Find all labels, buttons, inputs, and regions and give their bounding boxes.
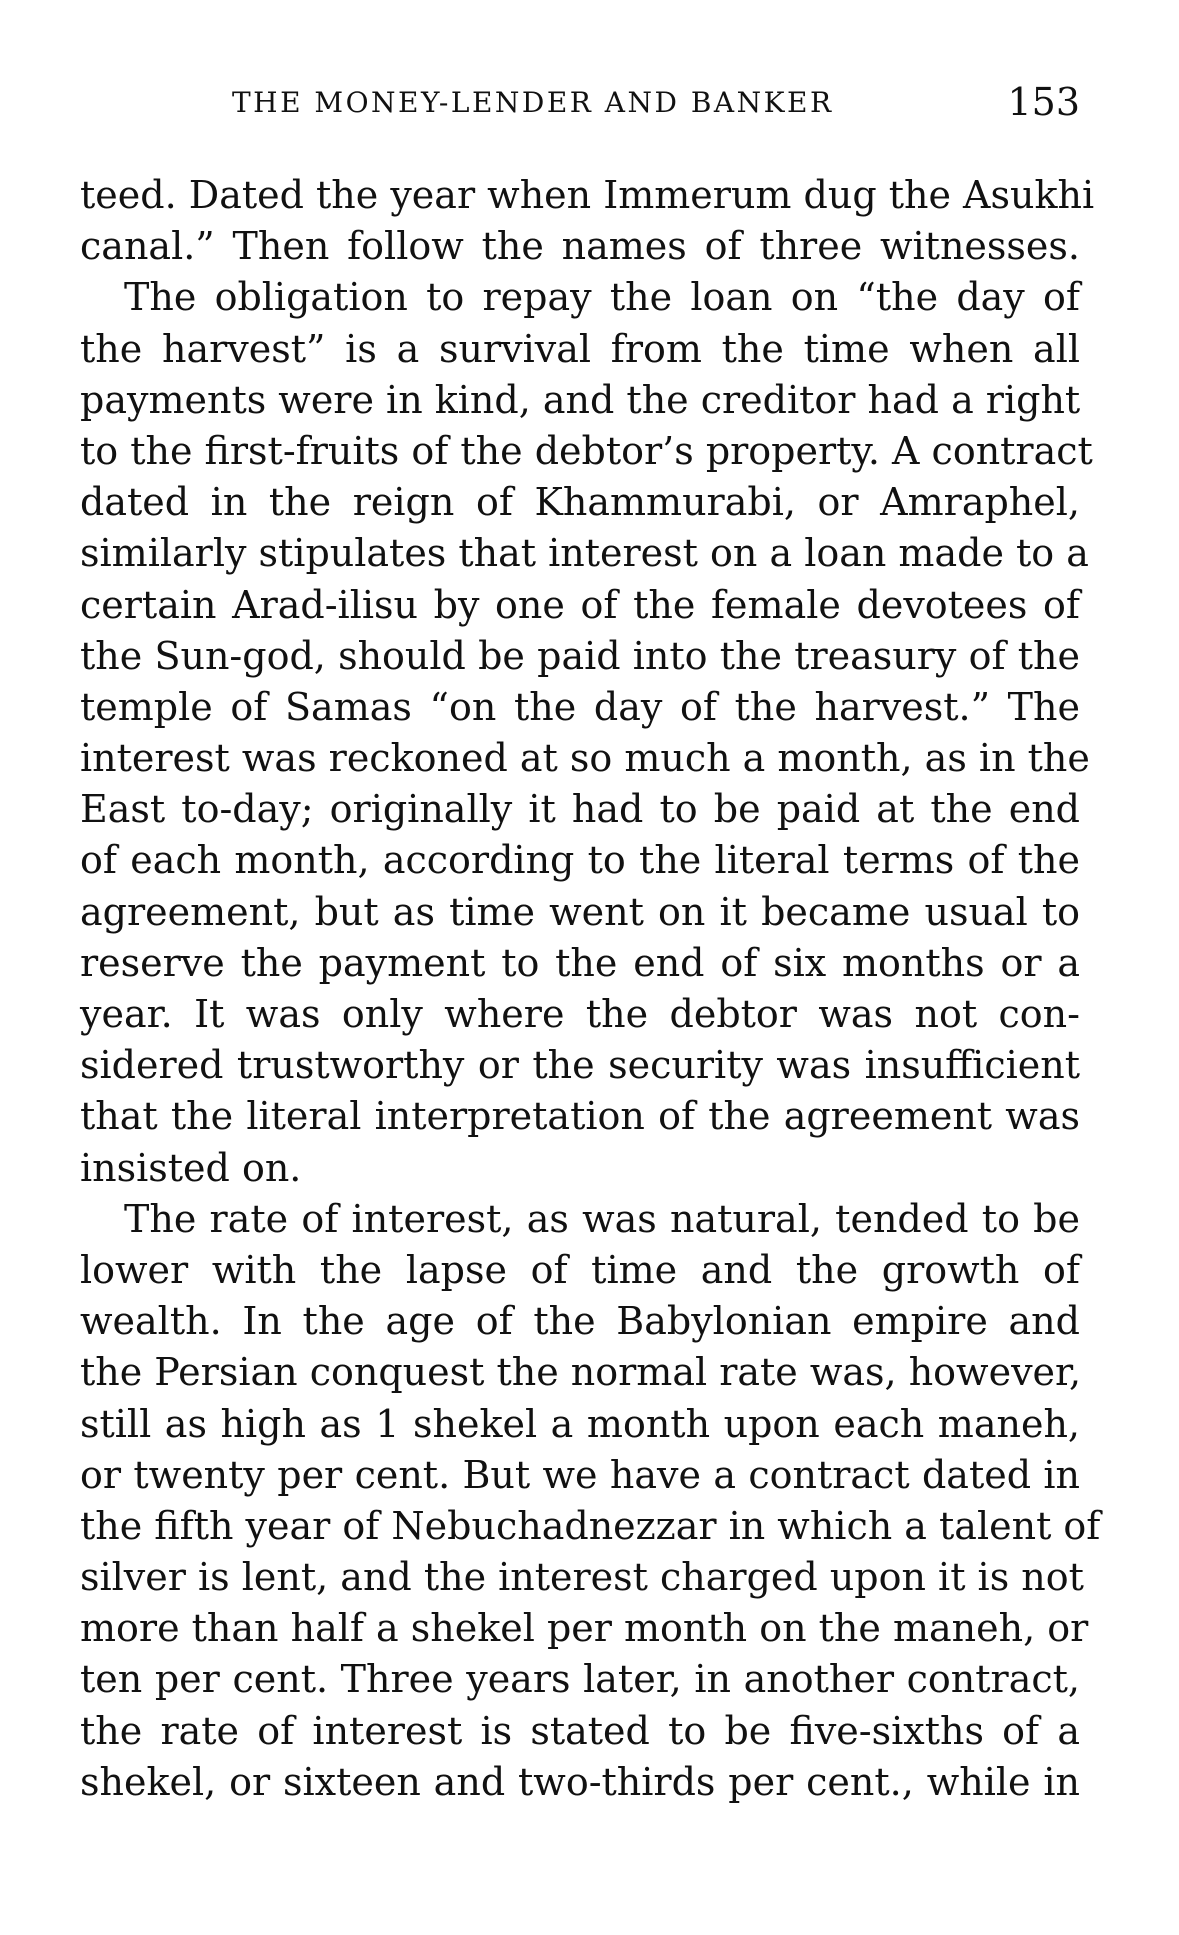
text-line: insisted on. bbox=[80, 1145, 302, 1190]
running-title: THE MONEY-LENDER AND BANKER bbox=[232, 86, 834, 119]
text-line: interest was reckoned at so much a month, as in the bbox=[80, 736, 1090, 781]
text-line: agreement, but as time went on it became usual to bbox=[80, 889, 1080, 934]
text-line: reserve the payment to the end of six months or a bbox=[80, 940, 1080, 985]
text-line: or twenty per cent. But we have a contract dated in bbox=[80, 1452, 1080, 1497]
page-number: 153 bbox=[1007, 80, 1080, 124]
text-line: the fifth year of Nebuchadnezzar in which a talent of bbox=[80, 1503, 1101, 1548]
text-line: temple of Samas “on the day of the harvest.” The bbox=[80, 684, 1080, 729]
text-line: dated in the reign of Khammurabi, or Amraphel, bbox=[80, 480, 1080, 525]
text-line: of each month, according to the literal terms of the bbox=[80, 838, 1080, 883]
text-line: canal.” Then follow the names of three witnesses. bbox=[80, 224, 1080, 269]
body-text bbox=[80, 170, 1101, 1808]
text-line: more than half a shekel per month on the maneh, or bbox=[80, 1606, 1089, 1651]
text-line: year. It was only where the debtor was not con- bbox=[80, 992, 1080, 1036]
text-line: to the first-fruits of the debtor’s property. A contract bbox=[80, 428, 1093, 473]
text-line: the Persian conquest the normal rate was, however, bbox=[80, 1350, 1082, 1395]
text-line: the harvest” is a survival from the time when all bbox=[80, 326, 1080, 371]
text-line: shekel, or sixteen and two-thirds per cent., while in bbox=[80, 1759, 1080, 1804]
text-line: silver is lent, and the interest charged upon it is not bbox=[80, 1555, 1084, 1600]
text-line: still as high as 1 shekel a month upon each maneh, bbox=[80, 1401, 1080, 1446]
running-head bbox=[80, 80, 1080, 126]
text-line: lower with the lapse of time and the growth of bbox=[80, 1247, 1080, 1292]
text-line: East to-day; originally it had to be paid at the end bbox=[80, 787, 1080, 832]
text-line: the Sun-god, should be paid into the treasury of the bbox=[80, 633, 1080, 678]
text-line: certain Arad-ilisu by one of the female devotees of bbox=[80, 582, 1080, 627]
text-line: payments were in kind, and the creditor had a right bbox=[80, 377, 1081, 422]
text-line: The obligation to repay the loan on “the day of bbox=[124, 275, 1080, 320]
text-line: teed. Dated the year when Immerum dug the Asukhi bbox=[80, 173, 1095, 217]
text-line: sidered trustworthy or the security was insufficient bbox=[80, 1043, 1080, 1088]
text-line: wealth. In the age of the Babylonian empire and bbox=[80, 1299, 1080, 1344]
text-line: similarly stipulates that interest on a loan made to a bbox=[80, 531, 1089, 576]
text-line: that the literal interpretation of the agreement was bbox=[80, 1094, 1080, 1139]
text-line: The rate of interest, as was natural, tended to be bbox=[124, 1196, 1080, 1241]
text-line: ten per cent. Three years later, in another contract, bbox=[80, 1657, 1080, 1702]
text-line: the rate of interest is stated to be five-sixths of a bbox=[80, 1708, 1080, 1753]
